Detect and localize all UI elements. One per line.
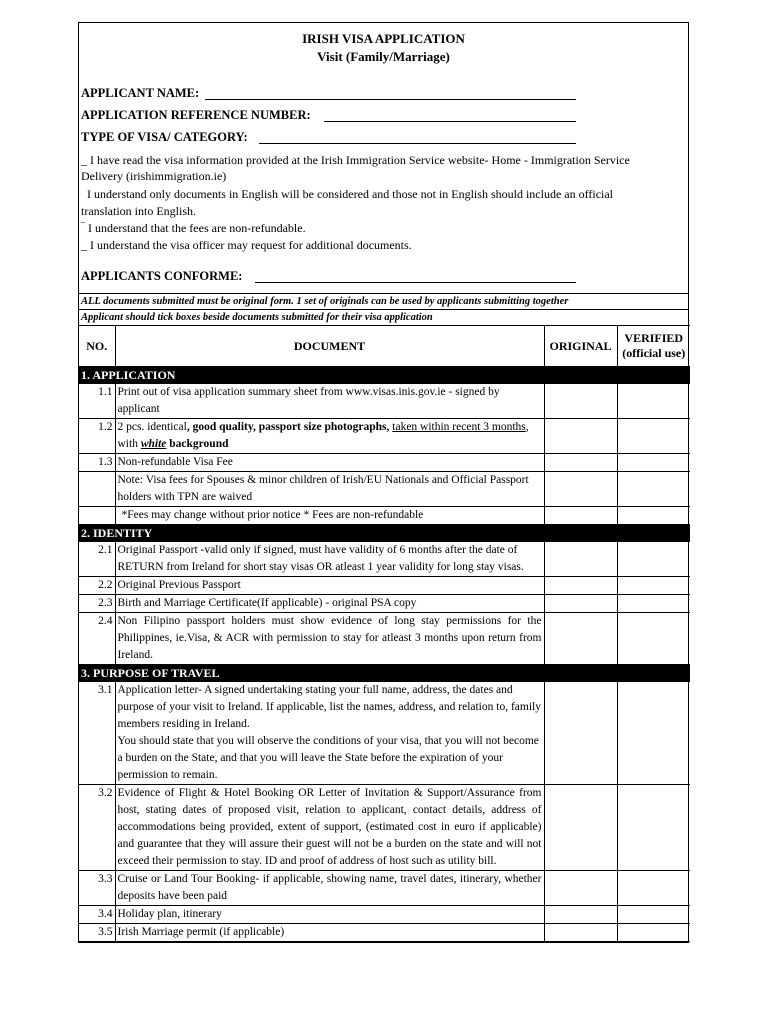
table-row (79, 871, 690, 906)
table-row (79, 924, 690, 942)
tick-note: Applicant should tick boxes beside documents submitted for their visa application (79, 309, 688, 325)
conforme-label: APPLICANTS CONFORME: (81, 269, 243, 283)
table-row (79, 785, 690, 871)
original-checkbox[interactable] (544, 507, 617, 525)
section-identity (79, 525, 690, 542)
document-checklist-table (79, 325, 690, 942)
row-document: Print out of visa application summary sheet from www.visas.inis.gov.ie - signed by applicant (115, 384, 544, 419)
checkbox-additional-documents[interactable]: _ I understand the visa officer may request for additional documents. (81, 238, 412, 252)
row-document: Non Filipino passport holders must show evidence of long stay permissions for the Philippines, ie.Visa, & ACR with permission to stay for atleast 3 months upon return from Ireland. (115, 613, 544, 665)
table-row (79, 595, 690, 613)
checkbox-label: I understand that the fees are non-refundable. (88, 221, 306, 235)
checkbox-label: I understand only documents in English will be considered and those not in English should include an official (87, 187, 614, 201)
table-row (79, 577, 690, 595)
checklist-text: translation into English. (81, 204, 196, 218)
row-number: 2.3 (79, 595, 115, 613)
row-document: Original Passport -valid only if signed, must have validity of 6 months after the date of RETURN from Ireland for short stay visas OR atleast 1 year validity for long stay visas. (115, 542, 544, 577)
table-row (79, 454, 690, 472)
column-header-verified: VERIFIED (official use) (617, 326, 690, 367)
verified-checkbox[interactable] (617, 384, 690, 419)
original-checkbox[interactable] (544, 542, 617, 577)
original-checkbox[interactable] (544, 924, 617, 942)
text-part: 2 pcs. identical (117, 421, 187, 433)
row-number: 3.5 (79, 924, 115, 942)
section-title: 1. APPLICATION (79, 367, 690, 384)
original-checkbox[interactable] (544, 613, 617, 665)
form-header (79, 23, 688, 293)
row-number: 2.1 (79, 542, 115, 577)
row-document: Original Previous Passport (115, 577, 544, 595)
row-number: 3.1 (79, 682, 115, 785)
text-part: , with (117, 421, 529, 450)
row-document: Holiday plan, itinerary (115, 906, 544, 924)
section-application (79, 367, 690, 384)
row-document (115, 682, 544, 785)
visa-type-field[interactable] (259, 143, 576, 144)
checkbox-info-read[interactable]: _ I have read the visa information provided at the Irish Immigration Service website- Home - Immigration Service (81, 153, 630, 167)
text-part: background (166, 438, 229, 450)
applicant-name-label: APPLICANT NAME: (81, 86, 200, 100)
row-document: *Fees may change without prior notice * Fees are non-refundable (115, 507, 544, 525)
checklist-text: Delivery (irishimmigration.ie) (81, 169, 227, 183)
checkbox-english-documents[interactable] (81, 186, 613, 202)
text-part: taken within recent 3 months (392, 421, 526, 433)
row-document: Cruise or Land Tour Booking- if applicable, showing name, travel dates, itinerary, whether deposits have been paid (115, 871, 544, 906)
reference-number-field[interactable] (324, 121, 576, 122)
section-title: 3. PURPOSE OF TRAVEL (79, 665, 690, 682)
row-document-paragraph: Application letter- A signed undertaking stating your full name, address, the dates and purpose of your visit to Ireland. If applicable, list the names, address, and relation to, family members residing in Ireland. (117, 684, 541, 730)
row-number: 3.2 (79, 785, 115, 871)
visa-type-label: TYPE OF VISA/ CATEGORY: (81, 130, 248, 144)
row-number: 3.3 (79, 871, 115, 906)
verified-checkbox[interactable] (617, 613, 690, 665)
row-document: Irish Marriage permit (if applicable) (115, 924, 544, 942)
form-title: IRISH VISA APPLICATION (302, 31, 465, 46)
verified-checkbox[interactable] (617, 785, 690, 871)
row-document: Non-refundable Visa Fee (115, 454, 544, 472)
original-checkbox[interactable] (544, 454, 617, 472)
table-row (79, 472, 690, 507)
row-document: Note: Visa fees for Spouses & minor children of Irish/EU Nationals and Official Passport holders with TPN are waived (115, 472, 544, 507)
visa-checklist-form (78, 22, 689, 943)
row-document (115, 419, 544, 454)
original-checkbox[interactable] (544, 906, 617, 924)
table-header-row (79, 326, 690, 367)
table-row (79, 906, 690, 924)
verified-checkbox[interactable] (617, 577, 690, 595)
row-number: 1.1 (79, 384, 115, 419)
checkbox-fees-non-refundable[interactable]: ‾ I understand that the fees are non-refundable. (81, 221, 306, 235)
checkbox-label: I understand the visa officer may request for additional documents. (90, 238, 412, 252)
column-header-document: DOCUMENT (115, 326, 544, 367)
checkbox-label: I have read the visa information provided at the Irish Immigration Service website- Home - Immigration Service (90, 153, 630, 167)
text-part: , good quality, passport size photographs, (186, 421, 393, 433)
column-header-no: NO. (79, 326, 115, 367)
table-row (79, 682, 690, 785)
row-number: 1.2 (79, 419, 115, 454)
original-checkbox[interactable] (544, 419, 617, 454)
column-header-original: ORIGINAL (544, 326, 617, 367)
section-purpose-of-travel (79, 665, 690, 682)
verified-checkbox[interactable] (617, 507, 690, 525)
conforme-signature-field[interactable] (255, 282, 576, 283)
original-checkbox[interactable] (544, 785, 617, 871)
verified-checkbox[interactable] (617, 472, 690, 507)
original-checkbox[interactable] (544, 595, 617, 613)
verified-checkbox[interactable] (617, 871, 690, 906)
section-title: 2. IDENTITY (79, 525, 690, 542)
verified-checkbox[interactable] (617, 454, 690, 472)
verified-checkbox[interactable] (617, 682, 690, 785)
row-number (79, 472, 115, 507)
verified-checkbox[interactable] (617, 924, 690, 942)
original-checkbox[interactable] (544, 577, 617, 595)
applicant-name-field[interactable] (205, 99, 576, 100)
row-number: 1.3 (79, 454, 115, 472)
row-document: Birth and Marriage Certificate(If applicable) - original PSA copy (115, 595, 544, 613)
verified-checkbox[interactable] (617, 542, 690, 577)
original-checkbox[interactable] (544, 472, 617, 507)
row-number: 2.4 (79, 613, 115, 665)
row-number (79, 507, 115, 525)
verified-checkbox[interactable] (617, 906, 690, 924)
original-checkbox[interactable] (544, 871, 617, 906)
reference-number-label: APPLICATION REFERENCE NUMBER: (81, 108, 311, 122)
original-checkbox[interactable] (544, 682, 617, 785)
row-number: 2.2 (79, 577, 115, 595)
row-document-paragraph: You should state that you will observe the conditions of your visa, that you will not become a burden on the State, and that you will leave the State before the expiration of your permission to remain. (117, 735, 539, 781)
form-subtitle: Visit (Family/Marriage) (317, 49, 450, 64)
row-number: 3.4 (79, 906, 115, 924)
row-document: Evidence of Flight & Hotel Booking OR Letter of Invitation & Support/Assurance from host, stating dates of proposed visit, relation to applicant, contact details, address of accommodations being provided, extent of support, (estimated cost in euro if applicable) and guarantee that they will assure their guest will not be a burden on the state and will not exceed their permission to stay. ID and proof of address of host such as utility bill. (115, 785, 544, 871)
table-row (79, 542, 690, 577)
table-row (79, 507, 690, 525)
original-checkbox[interactable] (544, 384, 617, 419)
text-part: white (140, 438, 167, 450)
verified-checkbox[interactable] (617, 595, 690, 613)
table-row (79, 613, 690, 665)
table-row (79, 419, 690, 454)
originals-note: ALL documents submitted must be original form. 1 set of originals can be used by applicants submitting together (79, 293, 688, 309)
table-row (79, 384, 690, 419)
verified-checkbox[interactable] (617, 419, 690, 454)
